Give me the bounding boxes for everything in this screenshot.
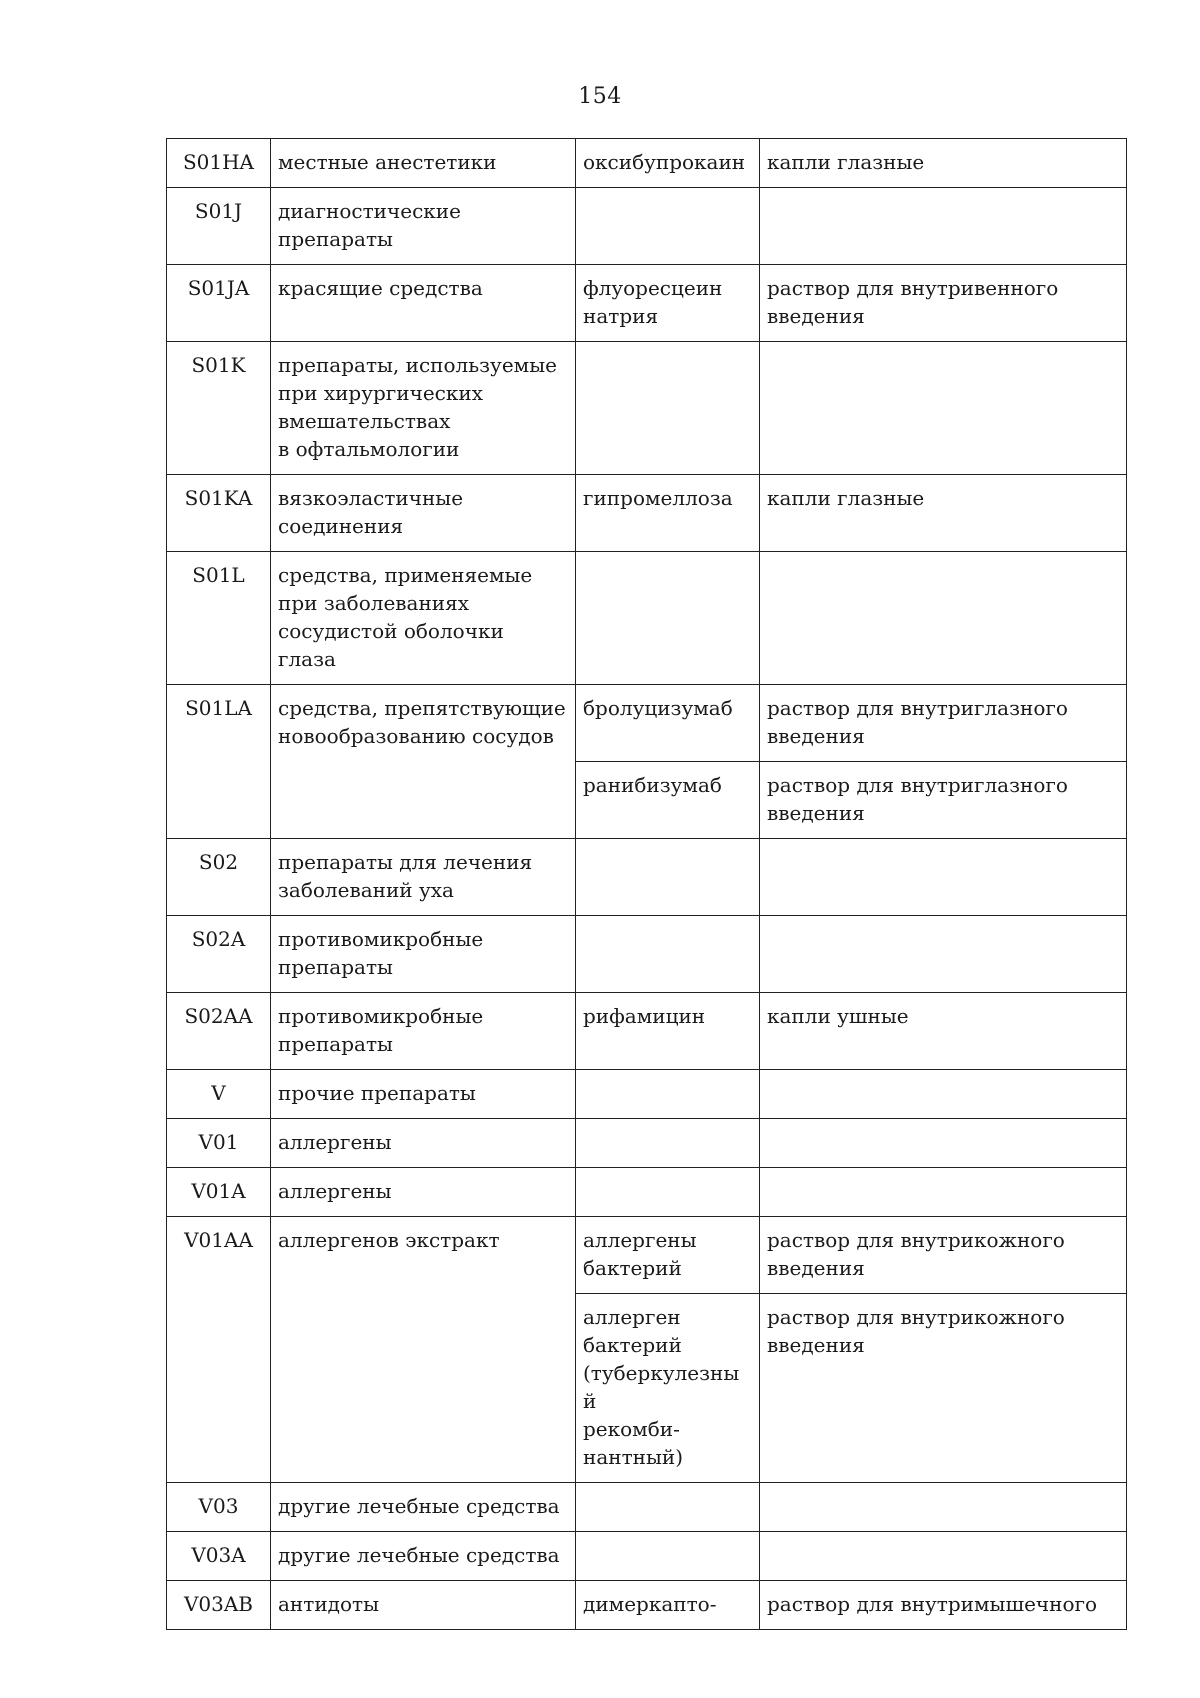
- drug-name-cell: оксибупрокаин: [576, 139, 760, 188]
- group-name-cell: препараты, используемые при хирургических вмешательствах в офтальмологии: [271, 342, 576, 475]
- atc-code-cell: V03AB: [167, 1581, 271, 1630]
- table-row: [167, 552, 1127, 685]
- table-row: [167, 1070, 1127, 1119]
- dosage-form-cell: раствор для внутримышечного: [760, 1581, 1127, 1630]
- dosage-form-cell: капли ушные: [760, 993, 1127, 1070]
- table-row: [167, 188, 1127, 265]
- group-name-cell: препараты для лечения заболеваний уха: [271, 839, 576, 916]
- table-row: [167, 916, 1127, 993]
- group-name-cell: другие лечебные средства: [271, 1532, 576, 1581]
- group-name-cell: местные анестетики: [271, 139, 576, 188]
- dosage-form-cell: капли глазные: [760, 139, 1127, 188]
- page-number: 154: [578, 84, 622, 109]
- drug-name-cell: флуоресцеин натрия: [576, 265, 760, 342]
- atc-code-cell: S01L: [167, 552, 271, 685]
- drug-name-cell: рифамицин: [576, 993, 760, 1070]
- drug-name-cell: аллергены бактерий: [576, 1217, 760, 1294]
- atc-code-cell: V: [167, 1070, 271, 1119]
- drug-name-cell: [576, 552, 760, 685]
- atc-code-cell: V01AA: [167, 1217, 271, 1483]
- dosage-form-cell: [760, 839, 1127, 916]
- dosage-form-cell: [760, 1532, 1127, 1581]
- dosage-form-cell: раствор для внутриглазного введения: [760, 685, 1127, 762]
- table-row: [167, 1168, 1127, 1217]
- table-row: [167, 1532, 1127, 1581]
- dosage-form-cell: капли глазные: [760, 475, 1127, 552]
- group-name-cell: противомикробные препараты: [271, 993, 576, 1070]
- dosage-form-cell: раствор для внутривенного введения: [760, 265, 1127, 342]
- dosage-form-cell: раствор для внутрикожного введения: [760, 1294, 1127, 1483]
- group-name-cell: антидоты: [271, 1581, 576, 1630]
- dosage-form-cell: [760, 188, 1127, 265]
- dosage-form-cell: [760, 342, 1127, 475]
- dosage-form-cell: [760, 1119, 1127, 1168]
- table-row: [167, 993, 1127, 1070]
- table-row: [167, 1119, 1127, 1168]
- group-name-cell: другие лечебные средства: [271, 1483, 576, 1532]
- dosage-form-cell: [760, 1168, 1127, 1217]
- group-name-cell: прочие препараты: [271, 1070, 576, 1119]
- drug-name-cell: [576, 1483, 760, 1532]
- drug-name-cell: [576, 916, 760, 993]
- table-row: [167, 1217, 1127, 1294]
- dosage-form-cell: раствор для внутриглазного введения: [760, 762, 1127, 839]
- table-row: [167, 139, 1127, 188]
- drug-name-cell: [576, 839, 760, 916]
- table-row: [167, 342, 1127, 475]
- drug-name-cell: аллерген бактерий (туберкулезный рекомби- нантный): [576, 1294, 760, 1483]
- dosage-form-cell: [760, 1070, 1127, 1119]
- group-name-cell: аллергены: [271, 1168, 576, 1217]
- dosage-form-cell: [760, 1483, 1127, 1532]
- group-name-cell: красящие средства: [271, 265, 576, 342]
- drug-name-cell: димеркапто-: [576, 1581, 760, 1630]
- group-name-cell: диагностические препараты: [271, 188, 576, 265]
- atc-code-cell: S02AA: [167, 993, 271, 1070]
- table-row: [167, 1581, 1127, 1630]
- drug-name-cell: [576, 1532, 760, 1581]
- atc-code-cell: S01K: [167, 342, 271, 475]
- atc-code-cell: V03: [167, 1483, 271, 1532]
- group-name-cell: средства, применяемые при заболеваниях сосудистой оболочки глаза: [271, 552, 576, 685]
- group-name-cell: средства, препятствующие новообразованию сосудов: [271, 685, 576, 839]
- drug-name-cell: [576, 1070, 760, 1119]
- atc-code-cell: S01J: [167, 188, 271, 265]
- table-row: [167, 839, 1127, 916]
- group-name-cell: аллергены: [271, 1119, 576, 1168]
- group-name-cell: аллергенов экстракт: [271, 1217, 576, 1483]
- table-row: [167, 1483, 1127, 1532]
- atc-code-cell: S02A: [167, 916, 271, 993]
- atc-code-cell: S02: [167, 839, 271, 916]
- group-name-cell: противомикробные препараты: [271, 916, 576, 993]
- atc-code-cell: V01A: [167, 1168, 271, 1217]
- table-row: [167, 685, 1127, 762]
- atc-drug-table: [166, 138, 1127, 1630]
- group-name-cell: вязкоэластичные соединения: [271, 475, 576, 552]
- drug-name-cell: [576, 342, 760, 475]
- table-row: [167, 475, 1127, 552]
- drug-name-cell: бролуцизумаб: [576, 685, 760, 762]
- atc-code-cell: S01KA: [167, 475, 271, 552]
- atc-code-cell: S01LA: [167, 685, 271, 839]
- dosage-form-cell: [760, 916, 1127, 993]
- atc-code-cell: S01JA: [167, 265, 271, 342]
- dosage-form-cell: раствор для внутрикожного введения: [760, 1217, 1127, 1294]
- dosage-form-cell: [760, 552, 1127, 685]
- drug-name-cell: [576, 188, 760, 265]
- drug-name-cell: гипромеллоза: [576, 475, 760, 552]
- atc-code-cell: V01: [167, 1119, 271, 1168]
- drug-name-cell: [576, 1168, 760, 1217]
- drug-name-cell: [576, 1119, 760, 1168]
- drug-name-cell: ранибизумаб: [576, 762, 760, 839]
- atc-code-cell: V03A: [167, 1532, 271, 1581]
- table-row: [167, 265, 1127, 342]
- atc-code-cell: S01HA: [167, 139, 271, 188]
